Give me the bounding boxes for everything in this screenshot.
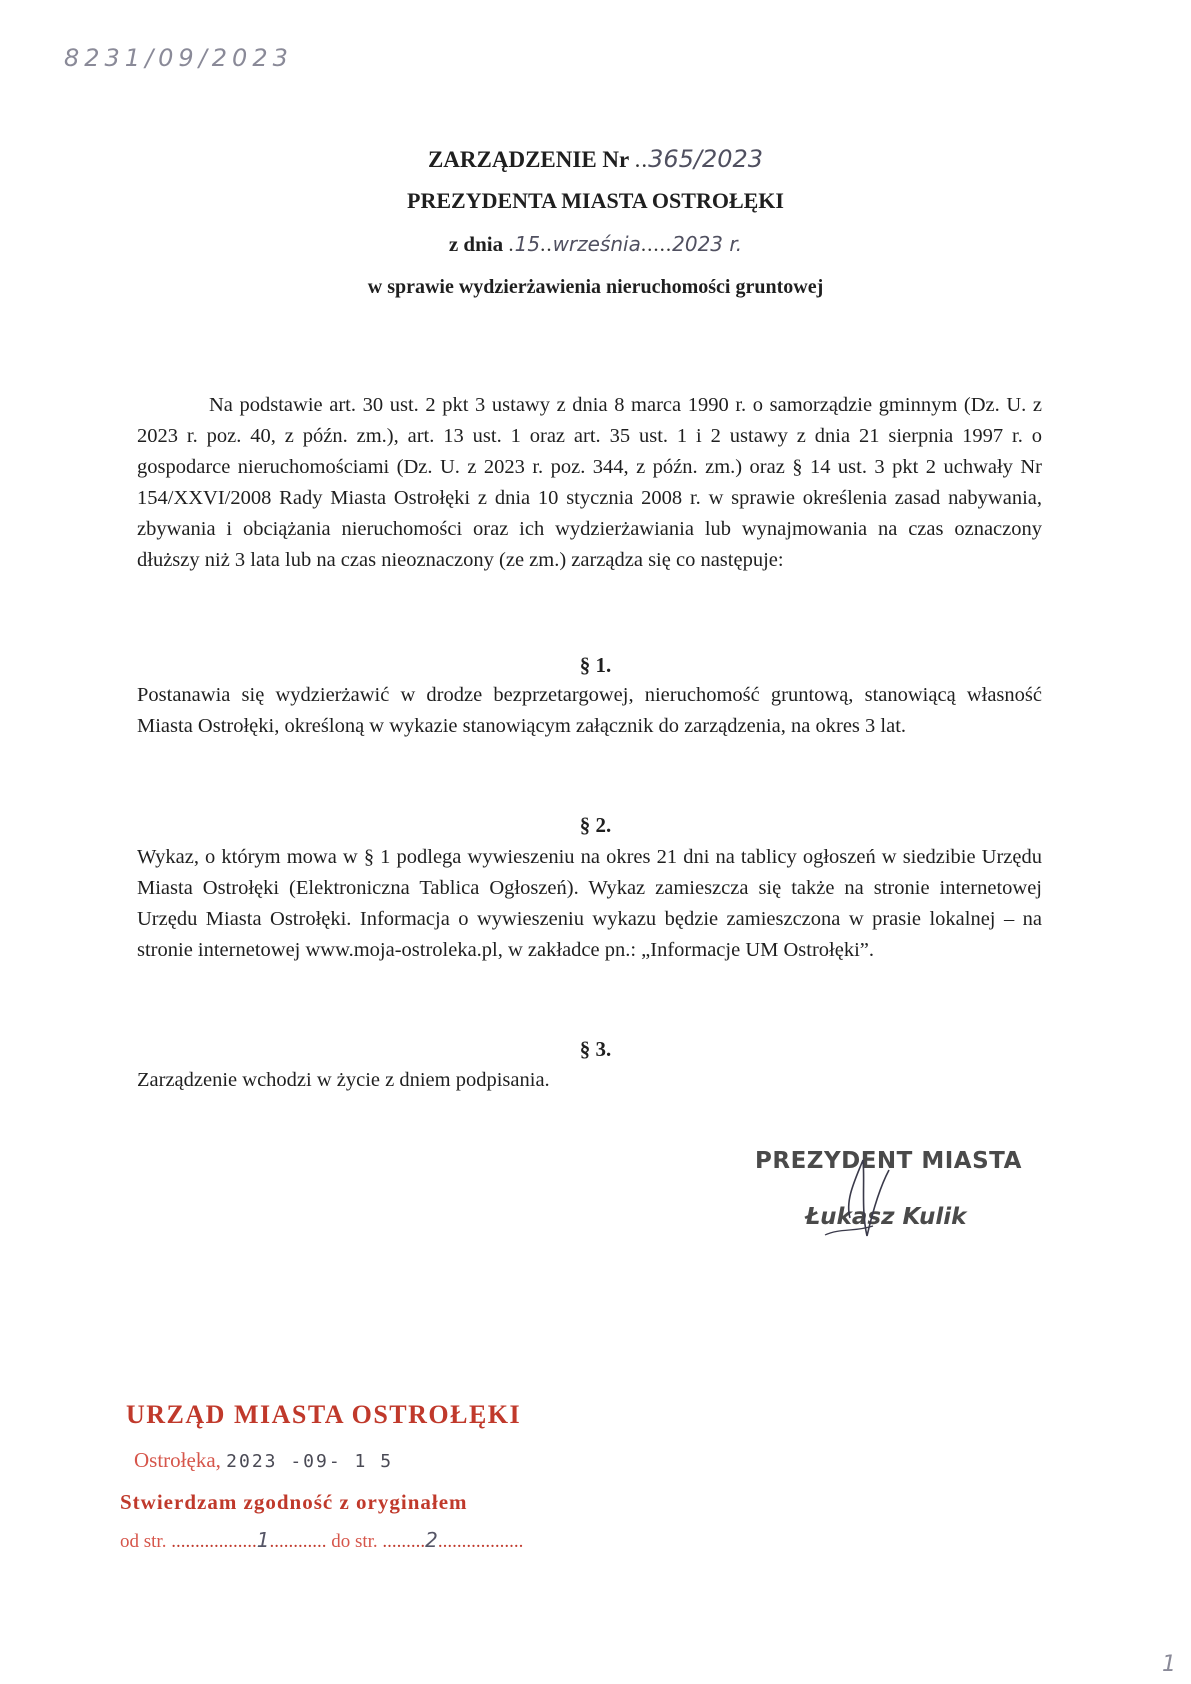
certification-stamp: [120, 1400, 540, 1580]
section-2-text: Wykaz, o którym mowa w § 1 podlega wywieszeniu na okres 21 dni na tablicy ogłoszeń w siedzibie Urzędu Miasta Ostrołęki (Elektroniczna Tablica Ogłoszeń). Wykaz zamieszcza się także na stronie internetowej Urzędu Miasta Ostrołęki. Informacja o wywieszeniu wykazu będzie zamieszczona w prasie lokalnej – na stronie internetowej www.moja-ostroleka.pl, w zakładce pn.: „Informacje UM Ostrołęki”.: [137, 846, 1042, 961]
section-1-label: § 1.: [579, 653, 612, 677]
stamp-page-range: od str. ..................1............ do str. .........2..................: [120, 1528, 524, 1552]
ordinance-number: 365/2023: [648, 145, 764, 173]
stamp-date: 2023 -09- 1 5: [226, 1451, 394, 1472]
legal-basis-paragraph: Na podstawie art. 30 ust. 2 pkt 3 ustawy z dnia 8 marca 1990 r. o samorządzie gminnym (Dz. U. z 2023 r. poz. 40, z późn. zm.), art. 13 ust. 1 oraz art. 35 ust. 1 i 2 ustawy z dnia 21 sierpnia 1997 r. o gospodarce nieruchomościami (Dz. U. z 2023 r. poz. 344, z późn. zm.) oraz § 14 ust. 3 pkt 2 uchwały Nr 154/XXVI/2008 Rady Miasta Ostrołęki z dnia 10 stycznia 2008 r. w sprawie określenia zasad nabywania, zbywania i obciążania nieruchomości oraz ich wydzierżawiania lub wynajmowania na czas oznaczony dłuższy niż 3 lata lub na czas nieoznaczony (ze zm.) zarządza się co następuje:: [137, 394, 1042, 571]
section-3-text: Zarządzenie wchodzi w życie z dniem podpisania.: [137, 1069, 550, 1091]
ordinance-title: ZARZĄDZENIE Nr ..365/2023: [427, 145, 764, 173]
date-month: września: [552, 232, 641, 256]
section-3-label: § 3.: [579, 1037, 612, 1061]
stamp-certify-text: Stwierdzam zgodność z oryginałem: [120, 1490, 468, 1514]
stamp-to-label: do str.: [331, 1531, 378, 1552]
stamp-office-name: URZĄD MIASTA OSTROŁĘKI: [126, 1400, 522, 1429]
ordinance-date: z dnia .15..września.....2023 r.: [448, 232, 743, 256]
signature-title: PREZYDENT MIASTA: [755, 1148, 1022, 1174]
page-mark: 1: [1162, 1652, 1176, 1677]
section-2-label: § 2.: [579, 813, 612, 837]
stamp-place-date: [134, 1448, 393, 1473]
issuer: PREZYDENTA MIASTA OSTROŁĘKI: [407, 188, 784, 213]
section-1-text: Postanawia się wydzierżawić w drodze bezprzetargowej, nieruchomość gruntową, stanowiącą własność Miasta Ostrołęki, określoną w wykazie stanowiącym załącznik do zarządzenia, na okres 3 lat.: [137, 684, 1042, 737]
date-day: 15: [514, 232, 541, 256]
ordinance-subject: w sprawie wydzierżawienia nieruchomości gruntowej: [367, 276, 824, 298]
stamp-place: Ostrołęka,: [134, 1448, 221, 1472]
stamp-to-page: 2: [425, 1528, 438, 1552]
signature-block: [755, 1140, 1055, 1260]
stamp-from-page: 1: [256, 1528, 270, 1552]
date-prefix: z dnia: [448, 232, 504, 256]
registry-number: 8231/09/2023: [64, 44, 293, 72]
signature-scribble: [755, 1140, 1055, 1260]
date-year: 2023 r.: [672, 232, 743, 256]
stamp-from-label: od str.: [120, 1531, 167, 1552]
signature-name: Łukasz Kulik: [805, 1204, 967, 1230]
ordinance-prefix: ZARZĄDZENIE Nr: [427, 147, 629, 172]
